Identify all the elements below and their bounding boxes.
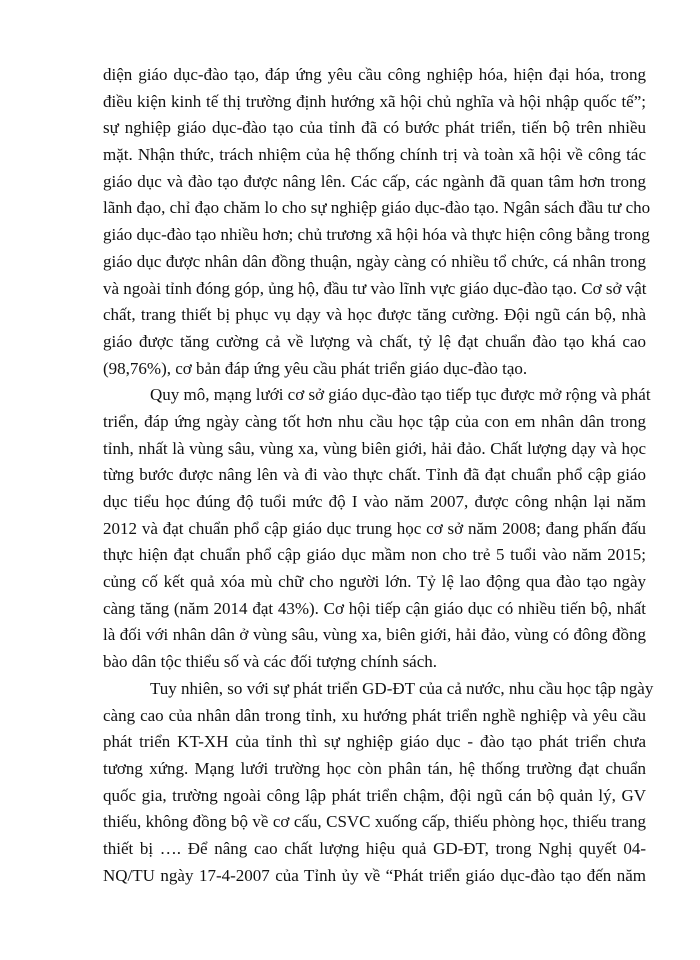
text-line: thiếu, không đồng bộ về cơ cấu, CSVC xuống cấp, thiếu phòng học, thiếu trang xyxy=(103,812,646,832)
text-line: quốc gia, trường ngoài công lập phát triển chậm, đội ngũ cán bộ quản lý, GV xyxy=(103,785,646,805)
text-line: lãnh đạo, chỉ đạo chăm lo cho sự nghiệp giáo dục-đào tạo. Ngân sách đầu tư cho xyxy=(103,198,651,218)
text-line: củng cố kết quả xóa mù chữ cho người lớn. Tỷ lệ lao động qua đào tạo ngày xyxy=(103,572,646,592)
text-line: chất, trang thiết bị phục vụ dạy và học được tăng cường. Đội ngũ cán bộ, nhà xyxy=(103,305,646,325)
paragraph-1 xyxy=(103,62,651,382)
text-line: từng bước được nâng lên và đi vào thực chất. Tỉnh đã đạt chuẩn phổ cập giáo xyxy=(103,465,646,485)
text-line: càng tăng (năm 2014 đạt 43%). Cơ hội tiếp cận giáo dục có nhiều tiến bộ, nhất xyxy=(103,598,646,618)
paragraph-3 xyxy=(103,676,654,890)
text-line: tỉnh, nhất là vùng sâu, vùng xa, vùng biên giới, hải đảo. Chất lượng dạy và học xyxy=(103,438,646,458)
text-line: Tuy nhiên, so với sự phát triển GD-ĐT của cả nước, nhu cầu học tập ngày xyxy=(150,678,654,698)
text-line: dục tiểu học đúng độ tuổi mức độ I vào năm 2007, được công nhận lại năm xyxy=(103,492,646,511)
text-line: tương xứng. Mạng lưới trường học còn phân tán, hệ thống trường đạt chuẩn xyxy=(103,758,646,778)
text-line: diện giáo dục-đào tạo, đáp ứng yêu cầu công nghiệp hóa, hiện đại hóa, trong xyxy=(103,65,646,84)
text-line: thực hiện đạt chuẩn phổ cập giáo dục mầm non cho trẻ 5 tuổi vào năm 2015; xyxy=(103,545,646,565)
text-line: mặt. Nhận thức, trách nhiệm của hệ thống chính trị và toàn xã hội về công tác xyxy=(103,145,646,165)
text-line: là đối với nhân dân ở vùng sâu, vùng xa, biên giới, hải đảo, vùng có đông đồng xyxy=(103,625,646,645)
text-line: sự nghiệp giáo dục-đào tạo của tỉnh đã có bước phát triển, tiến bộ trên nhiều xyxy=(103,118,646,138)
text-line: bào dân tộc thiểu số và các đối tượng chính sách. xyxy=(103,652,438,672)
text-line: giáo được tăng cường cả về lượng và chất, tỷ lệ đạt chuẩn đào tạo khá cao xyxy=(103,331,646,351)
text-line: Quy mô, mạng lưới cơ sở giáo dục-đào tạo tiếp tục được mở rộng và phát xyxy=(150,385,651,405)
paragraph-2 xyxy=(103,382,651,676)
body-text xyxy=(103,62,654,889)
text-line: 2012 và đạt chuẩn phổ cập giáo dục trung học cơ sở năm 2008; đang phấn đấu xyxy=(103,518,646,538)
text-line: càng cao của nhân dân trong tỉnh, xu hướng phát triển nghề nghiệp và yêu cầu xyxy=(103,705,646,725)
text-line: phát triển KT-XH của tỉnh thì sự nghiệp giáo dục - đào tạo phát triển chưa xyxy=(103,732,646,752)
text-line: thiết bị …. Để nâng cao chất lượng hiệu quả GD-ĐT, trong Nghị quyết 04- xyxy=(103,838,646,858)
text-line: giáo dục-đào tạo nhiều hơn; chủ trương xã hội hóa và thực hiện công bằng trong xyxy=(103,225,650,245)
text-line: và ngoài tỉnh đóng góp, ủng hộ, đầu tư vào lĩnh vực giáo dục-đào tạo. Cơ sở vật xyxy=(103,278,647,298)
text-line: (98,76%), cơ bản đáp ứng yêu cầu phát triển giáo dục-đào tạo. xyxy=(103,358,528,378)
text-line: giáo dục được nhân dân đồng thuận, ngày càng có nhiều tổ chức, cá nhân trong xyxy=(103,251,646,271)
text-line: điều kiện kinh tế thị trường định hướng xã hội chủ nghĩa và hội nhập quốc tế”; xyxy=(103,91,646,111)
text-line: NQ/TU ngày 17-4-2007 của Tỉnh ủy về “Phát triển giáo dục-đào tạo đến năm xyxy=(103,865,646,885)
text-line: triển, đáp ứng ngày càng tốt hơn nhu cầu học tập của con em nhân dân trong xyxy=(103,411,646,431)
text-line: giáo dục và đào tạo được nâng lên. Các cấp, các ngành đã quan tâm hơn trong xyxy=(103,171,646,191)
